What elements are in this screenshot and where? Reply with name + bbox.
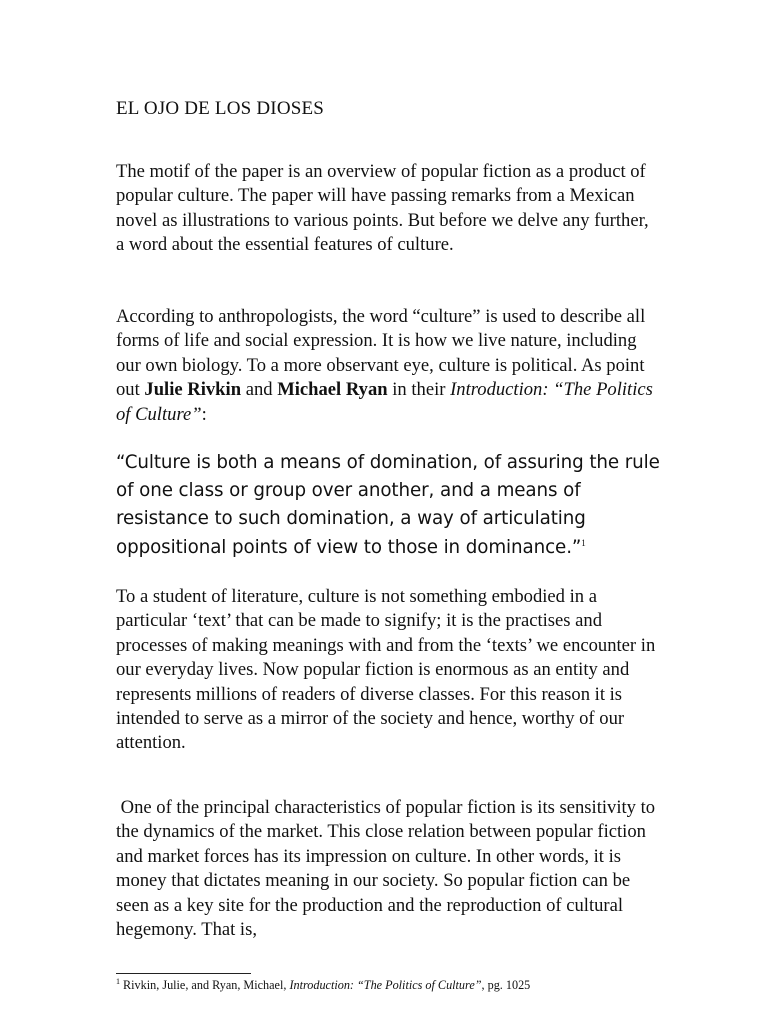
author-name: Julie Rivkin — [144, 379, 242, 401]
paragraph-text: : — [201, 403, 207, 425]
author-name: Michael Ryan — [277, 379, 388, 401]
paragraph-text: in their — [387, 379, 451, 401]
paragraph-anthropologists — [116, 305, 656, 427]
paragraph-text: and — [241, 379, 278, 401]
footnote-work-title: Introduction: “The Politics of Culture” — [289, 978, 482, 992]
paragraph-text: According to anthropologists, the word “culture” is used to describe all forms of life and social expression. It is how we live nature, including our own biology. To a more observant eye, culture is political. As point out — [116, 306, 646, 401]
footnote-text: Rivkin, Julie, and Ryan, Michael, — [120, 978, 290, 992]
paragraph-intro: The motif of the paper is an overview of popular fiction as a product of popular culture. The paper will have passing remarks from a Mexican novel as illustrations to various points. But before we delve any further, a word about the essential features of culture. — [116, 161, 649, 256]
footnote — [116, 977, 530, 993]
paragraph-literature: To a student of literature, culture is not something embodied in a particular ‘text’ that can be made to signify; it is the practises and processes of making meanings with and from the ‘texts’ we encounter in our everyday lives. Now popular fiction is enormous as an entity and represents millions of readers of diverse classes. For this reason it is intended to serve as a mirror of the society and hence, worthy of our attention. — [116, 586, 656, 754]
footnote-number: 1 — [116, 976, 120, 986]
paragraph-market: One of the principal characteristics of popular fiction is its sensitivity to the dynamics of the market. This close relation between popular fiction and market forces has its impression on culture. In other words, it is money that dictates meaning in our society. So popular fiction can be seen as a key site for the production and the reproduction of cultural hegemony. That is, — [116, 797, 656, 941]
footnote-separator — [116, 973, 251, 974]
footnote-reference[interactable]: 1 — [581, 537, 586, 548]
document-title: EL OJO DE LOS DIOSES — [116, 98, 325, 119]
quote-text: “Culture is both a means of domination, of assuring the rule of one class or group over another, and a means of resistance to such domination, a way of articulating oppositional points of view to those in dominance.” — [116, 452, 660, 558]
block-quote — [116, 449, 676, 562]
work-title: Introduction: “The Politics of Culture” — [116, 379, 653, 425]
footnote-text: , pg. 1025 — [481, 978, 531, 992]
